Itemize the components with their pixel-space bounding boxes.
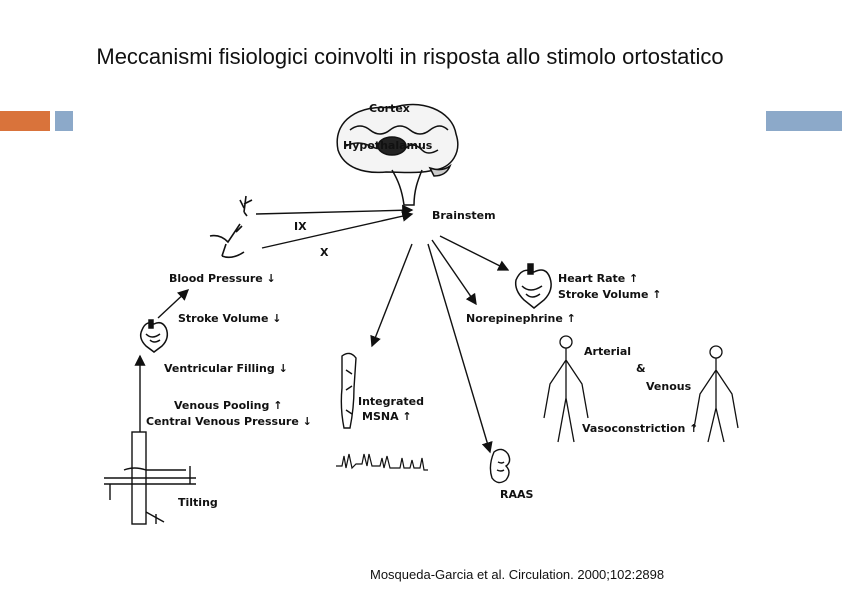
heart-icon [141, 320, 168, 352]
raas-label: RAAS [500, 488, 534, 501]
hypothalamus-label: Hypothalamus [343, 139, 433, 152]
norepinephrine-label: Norepinephrine ↑ [466, 312, 576, 325]
tilt-table-icon [104, 432, 196, 524]
cortex-label: Cortex [369, 102, 410, 115]
brain-icon [337, 104, 458, 205]
leg-nerve-icon [341, 353, 356, 428]
stroke-volume-down-label: Stroke Volume ↓ [178, 312, 282, 325]
arrow-to-norepinephrine [432, 240, 476, 304]
ventricular-filling-label: Ventricular Filling ↓ [164, 362, 288, 375]
arrow-to-raas [428, 244, 490, 452]
msna-label: MSNA ↑ [362, 410, 412, 423]
nerve-x-arrow [262, 214, 412, 248]
carotid-receptor-icon [240, 196, 252, 216]
citation: Mosqueda-Garcia et al. Circulation. 2000;102:2898 [370, 567, 665, 582]
integrated-label: Integrated [358, 395, 424, 408]
msna-trace [336, 454, 428, 470]
vasoconstriction-label: Vasoconstriction ↑ [582, 422, 699, 435]
heart-rate-heart-icon [516, 264, 551, 308]
tilting-label: Tilting [178, 496, 218, 509]
aortic-receptor-icon [210, 224, 244, 257]
nerve-x-label: X [320, 246, 329, 259]
venous-pooling-label: Venous Pooling ↑ [174, 399, 283, 412]
blood-pressure-label: Blood Pressure ↓ [169, 272, 276, 285]
central-venous-pressure-label: Central Venous Pressure ↓ [146, 415, 312, 428]
brainstem-label: Brainstem [432, 209, 496, 222]
heart-rate-label: Heart Rate ↑ [558, 272, 639, 285]
slide-title: Meccanismi fisiologici coinvolti in risposta allo stimolo ortostatico [96, 44, 724, 69]
arrow-to-msna [372, 244, 412, 346]
arterial-label: Arterial [584, 345, 632, 358]
kidney-icon [490, 449, 509, 482]
venous-label: Venous [646, 380, 692, 393]
venous-body-icon [694, 346, 738, 442]
stroke-volume-up-label: Stroke Volume ↑ [558, 288, 662, 301]
arrow-to-heart-rate [440, 236, 508, 270]
nerve-ix-arrow [256, 210, 412, 214]
nerve-ix-label: IX [294, 220, 307, 233]
ampersand-label: & [636, 362, 646, 375]
